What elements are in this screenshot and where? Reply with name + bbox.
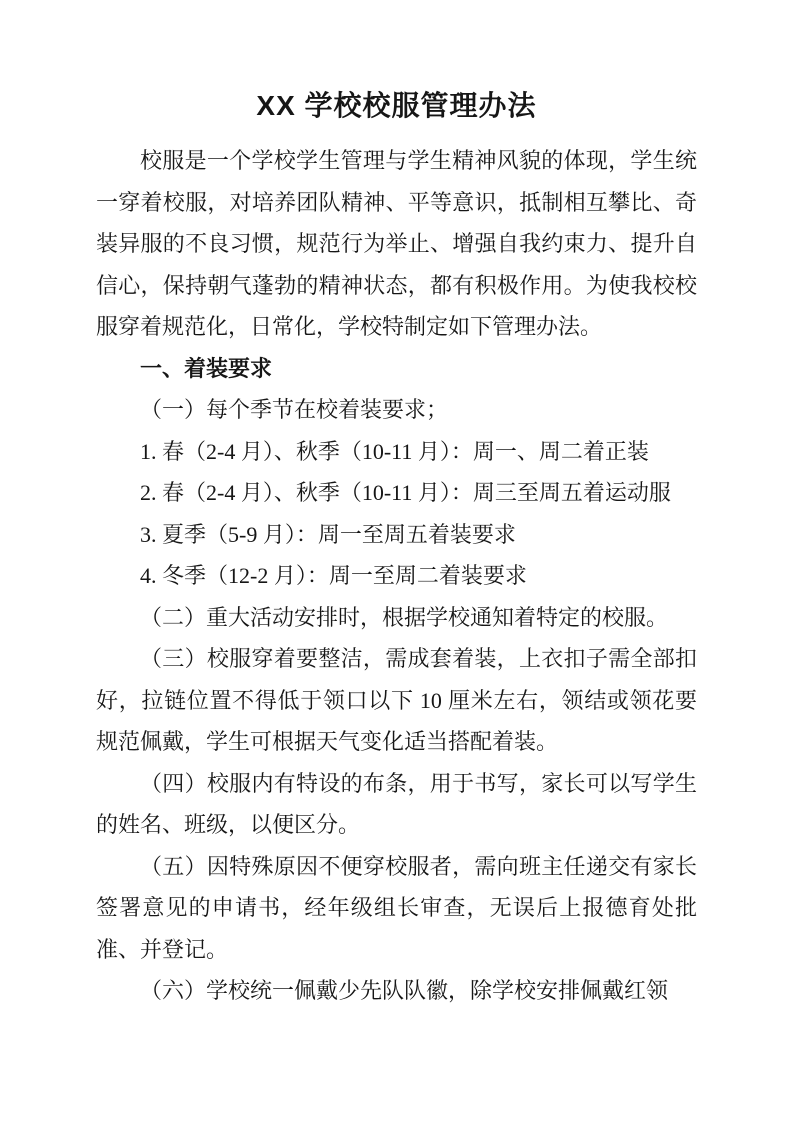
intro-paragraph: 校服是一个学校学生管理与学生精神风貌的体现，学生统一穿着校服，对培养团队精神、平等意识，抵制相互攀比、奇装异服的不良习惯，规范行为举止、增强自我约束力、提升自信心，保持朝气蓬勃的精神状态，都有积极作用。为使我校校服穿着规范化，日常化，学校特制定如下管理办法。 bbox=[96, 148, 697, 339]
policy-item-season-overview: （一）每个季节在校着装要求； bbox=[140, 397, 449, 422]
policy-item-winter: 4. 冬季（12-2 月）：周一至周二着装要求 bbox=[140, 563, 527, 588]
policy-item-summer: 3. 夏季（5-9 月）：周一至周五着装要求 bbox=[140, 521, 516, 547]
section-heading-dress-requirements: 一、着装要求 bbox=[140, 355, 273, 381]
policy-item-name-label: （四）校服内有特设的布条，用于书写，家长可以写学生的姓名、班级，以便区分。 bbox=[96, 770, 697, 837]
document-title: XX 学校校服管理办法 bbox=[256, 90, 537, 121]
policy-item-neatness: （三）校服穿着要整洁，需成套着装，上衣扣子需全部扣好，拉链位置不得低于领口以下 10 厘米左右，领结或领花要规范佩戴，学生可根据天气变化适当搭配着装。 bbox=[96, 646, 697, 754]
policy-item-spring-autumn-formal: 1. 春（2-4 月）、秋季（10-11 月）：周一、周二着正装 bbox=[140, 438, 649, 464]
policy-item-spring-autumn-sportswear: 2. 春（2-4 月）、秋季（10-11 月）：周三至周五着运动服 bbox=[140, 480, 671, 505]
policy-item-exemption-application: （五）因特殊原因不便穿校服者，需向班主任递交有家长签署意见的申请书，经年级组长审查，无误后上报德育处批准、并登记。 bbox=[96, 853, 697, 962]
policy-item-major-events: （二）重大活动安排时，根据学校通知着特定的校服。 bbox=[140, 604, 669, 630]
policy-item-badge-wearing: （六）学校统一佩戴少先队队徽，除学校安排佩戴红领 bbox=[140, 978, 669, 1003]
